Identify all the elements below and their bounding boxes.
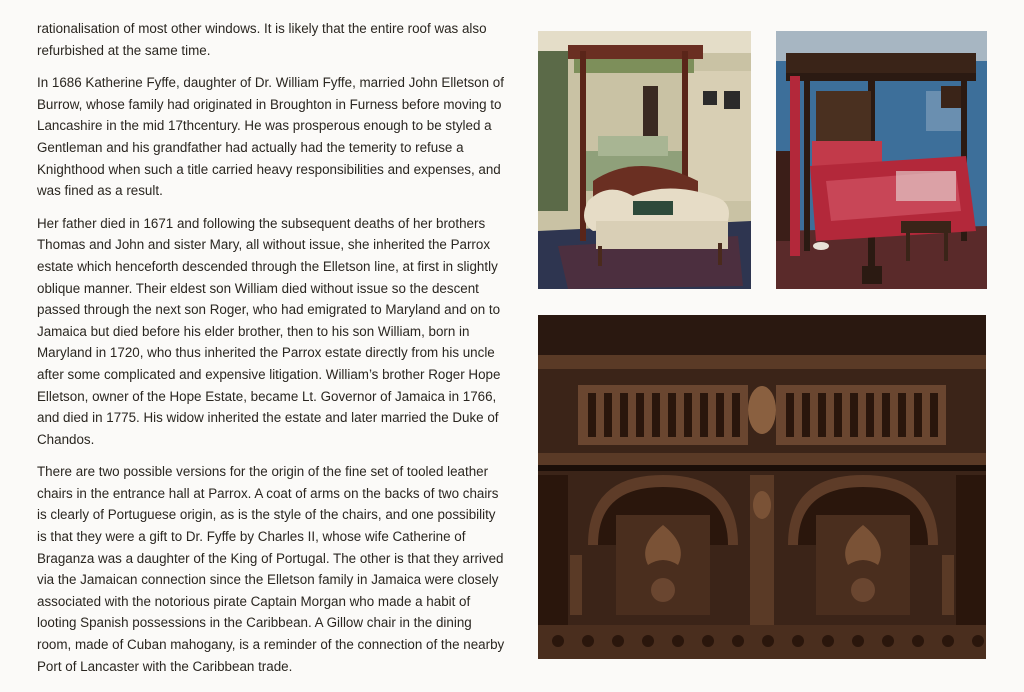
photo-green-bedroom xyxy=(538,31,751,289)
paragraph-inheritance: Her father died in 1671 and following the subsequent deaths of her brothers Thomas and John and sister Mary, all without issue, she inherited the Parrox estate which henceforth descended through the Elletson line, at first in slightly oblique manner. Their eldest son William died without issue so the descent passed through the next son Roger, who had emigrated to Maryland and on to Jamaica but died before his elder brother, then to his son William, born in Maryland in 1720, who thus inherited the Parrox estate directly from his uncle after some complicated and expensive litigation. William’s brother Roger Hope Elletson, owner of the Hope Estate, became Lt. Governor of Jamaica in 1766, and died in 1775. His widow inherited the estate and later married the Duke of Chandos. xyxy=(37,215,501,447)
paragraph-marriage: In 1686 Katherine Fyffe, daughter of Dr. William Fyffe, married John Elletson of Burrow, whose family had originated in Broughton in Furness before moving to Lancashire in the mid 17thcentury. He was prosperous enough to be styled a Gentleman and his grandfather had actually had the temerity to refuse a Knighthood when such a title carried heavy responsibilities and expenses, and was fined as a result. xyxy=(37,75,504,199)
paragraph-roof: rationalisation of most other windows. It is likely that the entire roof was also refurbished at the same time. xyxy=(37,21,487,58)
article-text xyxy=(37,18,507,688)
photo-red-bedroom xyxy=(776,31,987,289)
photo-carved-panel xyxy=(538,315,986,659)
paragraph-chairs: There are two possible versions for the origin of the fine set of tooled leather chairs in the entrance hall at Parrox. A coat of arms on the backs of two chairs is clearly of Portuguese origin, as is the style of the chairs, and one possibility is that they were a gift to Dr. Fyffe by Charles II, whose wife Catherine of Braganza was a daughter of the King of Portugal. The other is that they arrived via the Jamaican connection since the Elletson family in Jamaica were closely associated with the notorious pirate Captain Morgan who made a habit of looting Spanish possessions in the Caribbean. A Gillow chair in the dining room, made of Cuban mahogany, is a reminder of the connection of the nearby Port of Lancaster with the Caribbean trade. xyxy=(37,464,505,674)
